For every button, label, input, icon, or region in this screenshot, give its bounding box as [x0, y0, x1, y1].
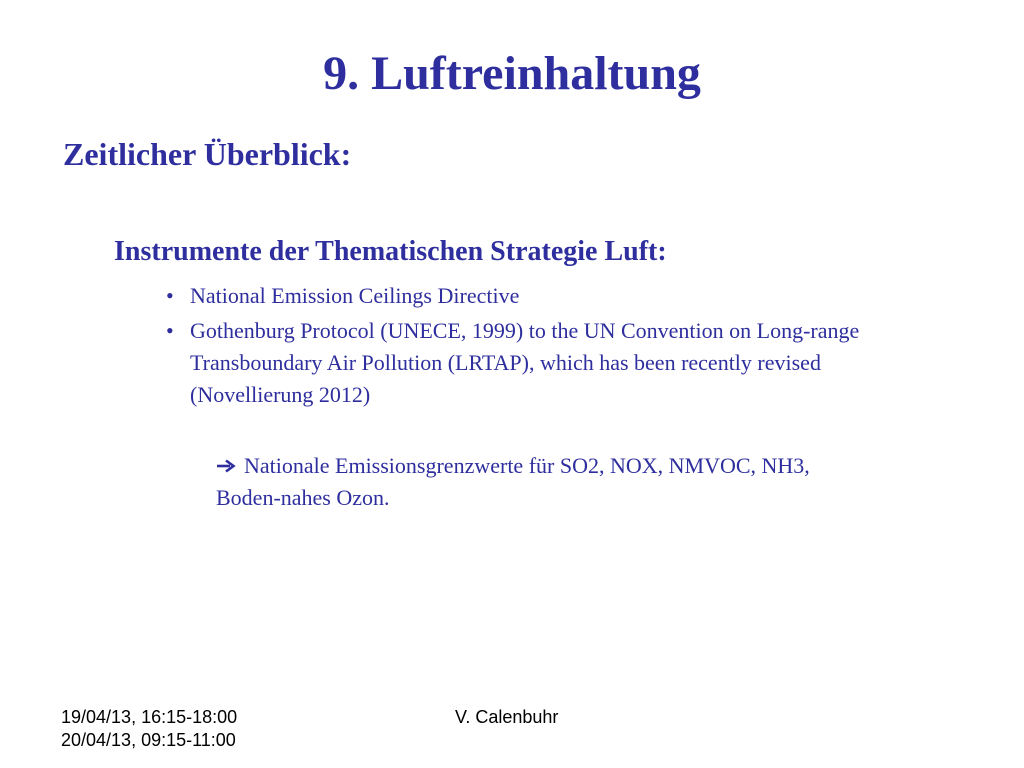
slide-title: 9. Luftreinhaltung	[323, 47, 701, 100]
bullet-item	[160, 280, 940, 312]
arrow-note-line-1	[216, 450, 936, 482]
footer-date	[61, 706, 237, 752]
slide-subtitle: Zeitlicher Überblick:	[63, 136, 352, 172]
arrow-note-line-2: Boden-nahes Ozon.	[216, 485, 390, 510]
bullet-item	[160, 315, 940, 411]
arrow-note	[216, 450, 936, 514]
bullet-list	[160, 280, 940, 414]
bullet-marker: •	[166, 318, 174, 343]
footer-date-line-1: 19/04/13, 16:15-18:00	[61, 707, 238, 727]
footer-author: V. Calenbuhr	[455, 707, 559, 727]
section-heading: Instrumente der Thematischen Strategie Luft:	[114, 236, 667, 267]
arrow-right-icon	[216, 450, 236, 482]
bullet-text: Gothenburg Protocol (UNECE, 1999) to the UN Convention on Long-range Transboundary Air Pollution (LRTAP), which has been recently revised (Novellierung 2012)	[190, 318, 860, 407]
footer-date-line-2: 20/04/13, 09:15-11:00	[61, 730, 236, 750]
bullet-text: National Emission Ceilings Directive	[190, 283, 520, 308]
arrow-note-text-1: Nationale Emissionsgrenzwerte für SO2, NOX, NMVOC, NH3,	[244, 453, 810, 478]
bullet-marker: •	[166, 283, 174, 308]
